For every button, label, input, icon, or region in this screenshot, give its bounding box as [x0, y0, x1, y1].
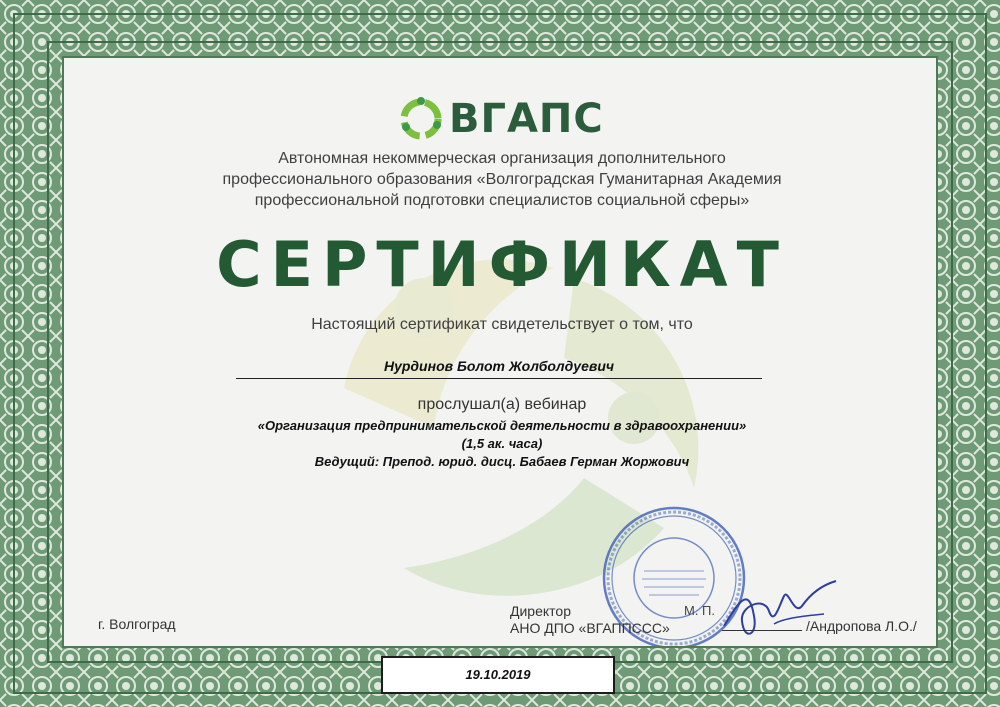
signature-line	[722, 630, 802, 631]
signer-name: /Андропова Л.О./	[806, 618, 917, 634]
academy-logo	[397, 94, 637, 144]
logo-mark-icon	[397, 95, 445, 143]
stamp-place-label: М. П.	[684, 603, 716, 618]
intro-text: Настоящий сертификат свидетельствует о том, что	[311, 316, 693, 333]
course-title: «Организация предпринимательской деятельности в здравоохранении»	[257, 418, 747, 433]
organization-line-1: Автономная некоммерческая организация дополнительного	[278, 150, 726, 167]
director-title: Директор	[510, 603, 571, 619]
director-signature	[714, 566, 844, 646]
recipient-name: Нурдинов Болот Жолболдуевич	[236, 358, 762, 379]
course-hours: (1,5 ак. часа)	[461, 436, 543, 451]
organization-line-3: профессиональной подготовки специалистов социальной сферы»	[254, 192, 750, 209]
course-info	[64, 417, 938, 471]
director-organization: АНО ДПО «ВГАППССС»	[510, 620, 670, 636]
issue-date: 19.10.2019	[381, 656, 615, 694]
certificate-body	[62, 56, 938, 648]
director-block	[510, 603, 670, 637]
city-label: г. Волгоград	[98, 616, 176, 632]
certificate-title: СЕРТИФИКАТ	[216, 228, 788, 301]
listened-text: прослушал(а) вебинар	[417, 396, 587, 413]
organization-line-2: профессионального образования «Волгоградская Гуманитарная Академия	[222, 171, 782, 188]
organization-name	[64, 148, 938, 211]
logo-text: ВГАПС	[449, 96, 604, 142]
course-lecturer: Ведущий: Препод. юрид. дисц. Бабаев Герман Жоржович	[314, 454, 690, 469]
